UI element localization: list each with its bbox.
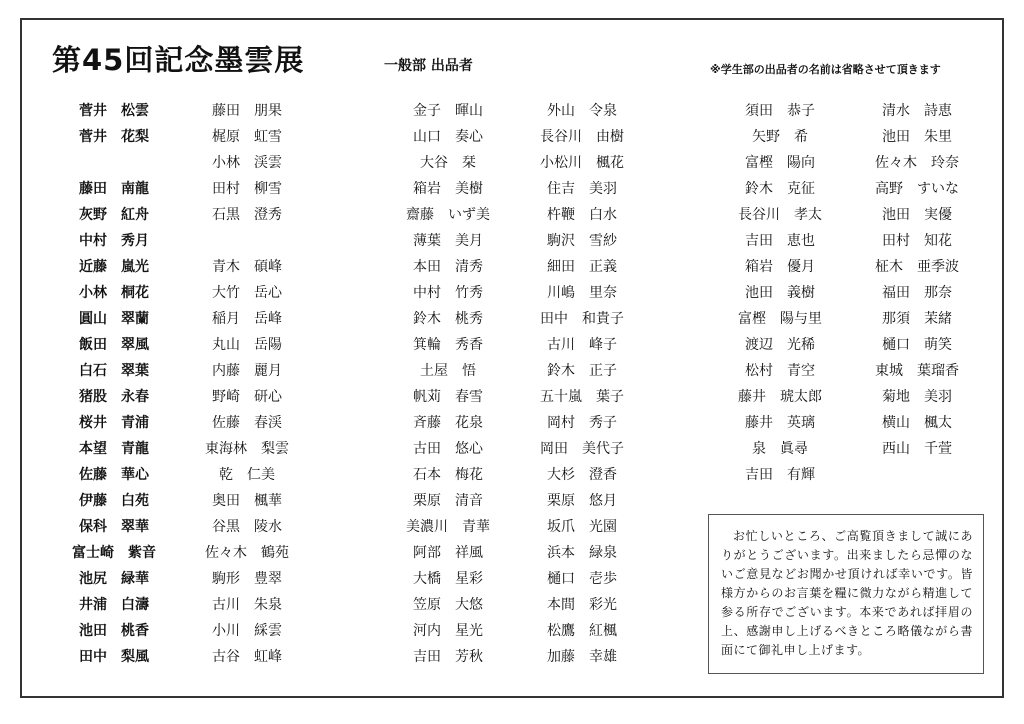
exhibitor-name: 田村 知花 — [882, 233, 952, 249]
exhibitor-name: 岡村 秀子 — [547, 415, 617, 431]
exhibitor-name: 佐々木 玲奈 — [875, 155, 959, 171]
exhibitor-name: 鈴木 桃秀 — [413, 311, 483, 327]
exhibitor-name: 稲月 岳峰 — [212, 311, 282, 327]
exhibitor-name: 岡田 美代子 — [540, 441, 624, 457]
exhibitor-name: 松鷹 紅楓 — [547, 623, 617, 639]
exhibitor-name: 金子 暉山 — [413, 103, 483, 119]
exhibitor-name: 田中 梨風 — [79, 649, 149, 665]
exhibitor-name: 富樫 陽与里 — [738, 311, 822, 327]
exhibitor-name: 小林 桐花 — [79, 285, 149, 301]
exhibitor-name: 藤井 英璃 — [745, 415, 815, 431]
exhibitor-name: 樋口 壱歩 — [547, 571, 617, 587]
exhibitor-name: 小松川 楓花 — [540, 155, 624, 171]
exhibitor-name: 菅井 松雲 — [79, 103, 149, 119]
exhibitor-name: 箕輪 秀香 — [413, 337, 483, 353]
exhibitor-name: 河内 星光 — [413, 623, 483, 639]
exhibitor-name: 吉田 有輝 — [745, 467, 815, 483]
exhibitor-name: 灰野 紅舟 — [79, 207, 149, 223]
exhibitor-name: 吉田 恵也 — [745, 233, 815, 249]
exhibitor-name: 栗原 清音 — [413, 493, 483, 509]
exhibitor-name: 本間 彩光 — [547, 597, 617, 613]
exhibitor-name: 池田 実優 — [882, 207, 952, 223]
exhibitor-name: 池尻 緑華 — [79, 571, 149, 587]
exhibitor-name: 丸山 岳陽 — [212, 337, 282, 353]
exhibitor-name: 住吉 美羽 — [547, 181, 617, 197]
exhibitor-name: 藤田 南龍 — [79, 181, 149, 197]
exhibitor-name: 古谷 虹峰 — [212, 649, 282, 665]
exhibitor-column-2 — [188, 98, 306, 670]
exhibitor-name — [188, 228, 306, 254]
exhibitor-name: 近藤 嵐光 — [79, 259, 149, 275]
exhibitor-name: 齋藤 いず美 — [406, 207, 490, 223]
exhibitor-name: 菊地 美羽 — [882, 389, 952, 405]
exhibitor-name: 横山 楓太 — [882, 415, 952, 431]
exhibitor-name: 川嶋 里奈 — [547, 285, 617, 301]
exhibitor-name: 大谷 栞 — [420, 155, 476, 171]
exhibitor-name: 須田 恭子 — [745, 103, 815, 119]
student-omission-note: ※学生部の出品者の名前は省略させて頂きます — [710, 63, 941, 76]
exhibitor-name: 佐藤 春渓 — [212, 415, 282, 431]
exhibitor-name: 乾 仁美 — [219, 467, 275, 483]
exhibitor-name: 渡辺 光稀 — [745, 337, 815, 353]
exhibitor-name: 本田 清秀 — [413, 259, 483, 275]
exhibitor-name: 中村 秀月 — [79, 233, 149, 249]
exhibitor-name: 富樫 陽向 — [745, 155, 815, 171]
exhibitor-name: 井浦 白濤 — [79, 597, 149, 613]
exhibitor-name: 古田 悠心 — [413, 441, 483, 457]
exhibitor-name: 田中 和貴子 — [540, 311, 624, 327]
exhibitor-name: 帆苅 春雪 — [413, 389, 483, 405]
exhibitor-name: 吉田 芳秋 — [413, 649, 483, 665]
exhibitor-name: 池田 義樹 — [745, 285, 815, 301]
exhibitor-name: 笠原 大悠 — [413, 597, 483, 613]
exhibitor-name: 田村 柳雪 — [212, 181, 282, 197]
exhibitor-name: 大橋 星彩 — [413, 571, 483, 587]
exhibitor-name — [55, 150, 173, 176]
exhibitor-name: 駒沢 雪紗 — [547, 233, 617, 249]
exhibitor-name: 鈴木 正子 — [547, 363, 617, 379]
exhibitor-name: 駒形 豊翠 — [212, 571, 282, 587]
exhibitor-name: 美濃川 青華 — [406, 519, 490, 535]
exhibitor-name: 福田 那奈 — [882, 285, 952, 301]
exhibitor-name: 古川 朱泉 — [212, 597, 282, 613]
exhibitor-name: 伊藤 白苑 — [79, 493, 149, 509]
exhibitor-name: 本望 青龍 — [79, 441, 149, 457]
exhibitor-name: 圓山 翠蘭 — [79, 311, 149, 327]
exhibitor-name: 梶原 虹雪 — [212, 129, 282, 145]
exhibitor-name: 鈴木 克征 — [745, 181, 815, 197]
exhibitor-name: 長谷川 由樹 — [540, 129, 624, 145]
exhibitor-name: 箱岩 美樹 — [413, 181, 483, 197]
exhibitor-name: 長谷川 孝太 — [738, 207, 822, 223]
exhibitor-name: 佐藤 華心 — [79, 467, 149, 483]
exhibitor-name: 大竹 岳心 — [212, 285, 282, 301]
exhibitor-name: 栗原 悠月 — [547, 493, 617, 509]
exhibitor-name: 外山 令泉 — [547, 103, 617, 119]
exhibitor-name: 中村 竹秀 — [413, 285, 483, 301]
section-subtitle: 一般部 出品者 — [384, 58, 473, 74]
exhibitor-name: 猪股 永春 — [79, 389, 149, 405]
thank-you-message: お忙しいところ、ご高覧頂きまして誠にありがとうございます。出来ましたら忌憚のないご意見などお聞かせ頂ければ幸いです。皆様方からのお言葉を糧に微力ながら精進して参る所存でございます。本来であれば拝眉の上、感謝申し上げるべきところ略儀ながら書面にて御礼申し上げます。 — [708, 514, 984, 674]
exhibitor-name: 古川 峰子 — [547, 337, 617, 353]
exhibitor-name: 柾木 亜季波 — [875, 259, 959, 275]
exhibitor-name: 野崎 研心 — [212, 389, 282, 405]
exhibitor-name: 飯田 翠風 — [79, 337, 149, 353]
exhibitor-name: 松村 青空 — [745, 363, 815, 379]
exhibitor-name: 樋口 萌笑 — [882, 337, 952, 353]
exhibitor-name: 那須 茉緒 — [882, 311, 952, 327]
exhibitor-name: 小林 渓雲 — [212, 155, 282, 171]
exhibitor-name: 石本 梅花 — [413, 467, 483, 483]
exhibitor-name: 奥田 楓華 — [212, 493, 282, 509]
exhibitor-column-5 — [715, 98, 845, 488]
exhibitor-name: 薄葉 美月 — [413, 233, 483, 249]
exhibitor-name: 池田 朱里 — [882, 129, 952, 145]
exhibitor-name: 高野 すいな — [875, 181, 959, 197]
exhibitor-name: 大杉 澄香 — [547, 467, 617, 483]
exhibitor-name: 内藤 麗月 — [212, 363, 282, 379]
exhibitor-name: 桜井 青浦 — [79, 415, 149, 431]
exhibitor-name: 東海林 梨雲 — [205, 441, 289, 457]
exhibitor-name: 杵鞭 白水 — [547, 207, 617, 223]
exhibitor-name: 佐々木 鶴苑 — [205, 545, 289, 561]
exhibitor-name: 青木 碩峰 — [212, 259, 282, 275]
exhibitor-name: 小川 綵雲 — [212, 623, 282, 639]
exhibitor-name: 石黒 澄秀 — [212, 207, 282, 223]
exhibitor-name: 清水 詩恵 — [882, 103, 952, 119]
exhibitor-column-3 — [385, 98, 511, 670]
exhibition-title: 第45回記念墨雲展 — [52, 43, 305, 77]
exhibitor-column-4 — [519, 98, 645, 670]
exhibitor-name: 加藤 幸雄 — [547, 649, 617, 665]
exhibitor-name: 山口 奏心 — [413, 129, 483, 145]
exhibitor-name: 白石 翠葉 — [79, 363, 149, 379]
exhibitor-name: 矢野 希 — [752, 129, 808, 145]
exhibitor-name: 菅井 花梨 — [79, 129, 149, 145]
exhibitor-name: 細田 正義 — [547, 259, 617, 275]
exhibitor-name: 保科 翠華 — [79, 519, 149, 535]
exhibitor-name: 泉 眞尋 — [752, 441, 808, 457]
exhibitor-name: 箱岩 優月 — [745, 259, 815, 275]
exhibitor-name: 土屋 悟 — [420, 363, 476, 379]
exhibitor-name: 斉藤 花泉 — [413, 415, 483, 431]
exhibitor-name: 藤井 琥太郎 — [738, 389, 822, 405]
exhibitor-name: 東城 葉瑠香 — [875, 363, 959, 379]
exhibitor-name: 谷黒 陵水 — [212, 519, 282, 535]
exhibitor-name: 西山 千萱 — [882, 441, 952, 457]
exhibitor-name: 五十嵐 葉子 — [540, 389, 624, 405]
exhibitor-name: 浜本 緑泉 — [547, 545, 617, 561]
exhibitor-name: 池田 桃香 — [79, 623, 149, 639]
exhibitor-name: 富士崎 紫音 — [72, 545, 156, 561]
exhibitor-column-6 — [855, 98, 979, 462]
exhibitor-name: 藤田 朋果 — [212, 103, 282, 119]
exhibitor-name: 坂爪 光園 — [547, 519, 617, 535]
exhibitor-column-1 — [55, 98, 173, 670]
exhibitor-name: 阿部 祥風 — [413, 545, 483, 561]
